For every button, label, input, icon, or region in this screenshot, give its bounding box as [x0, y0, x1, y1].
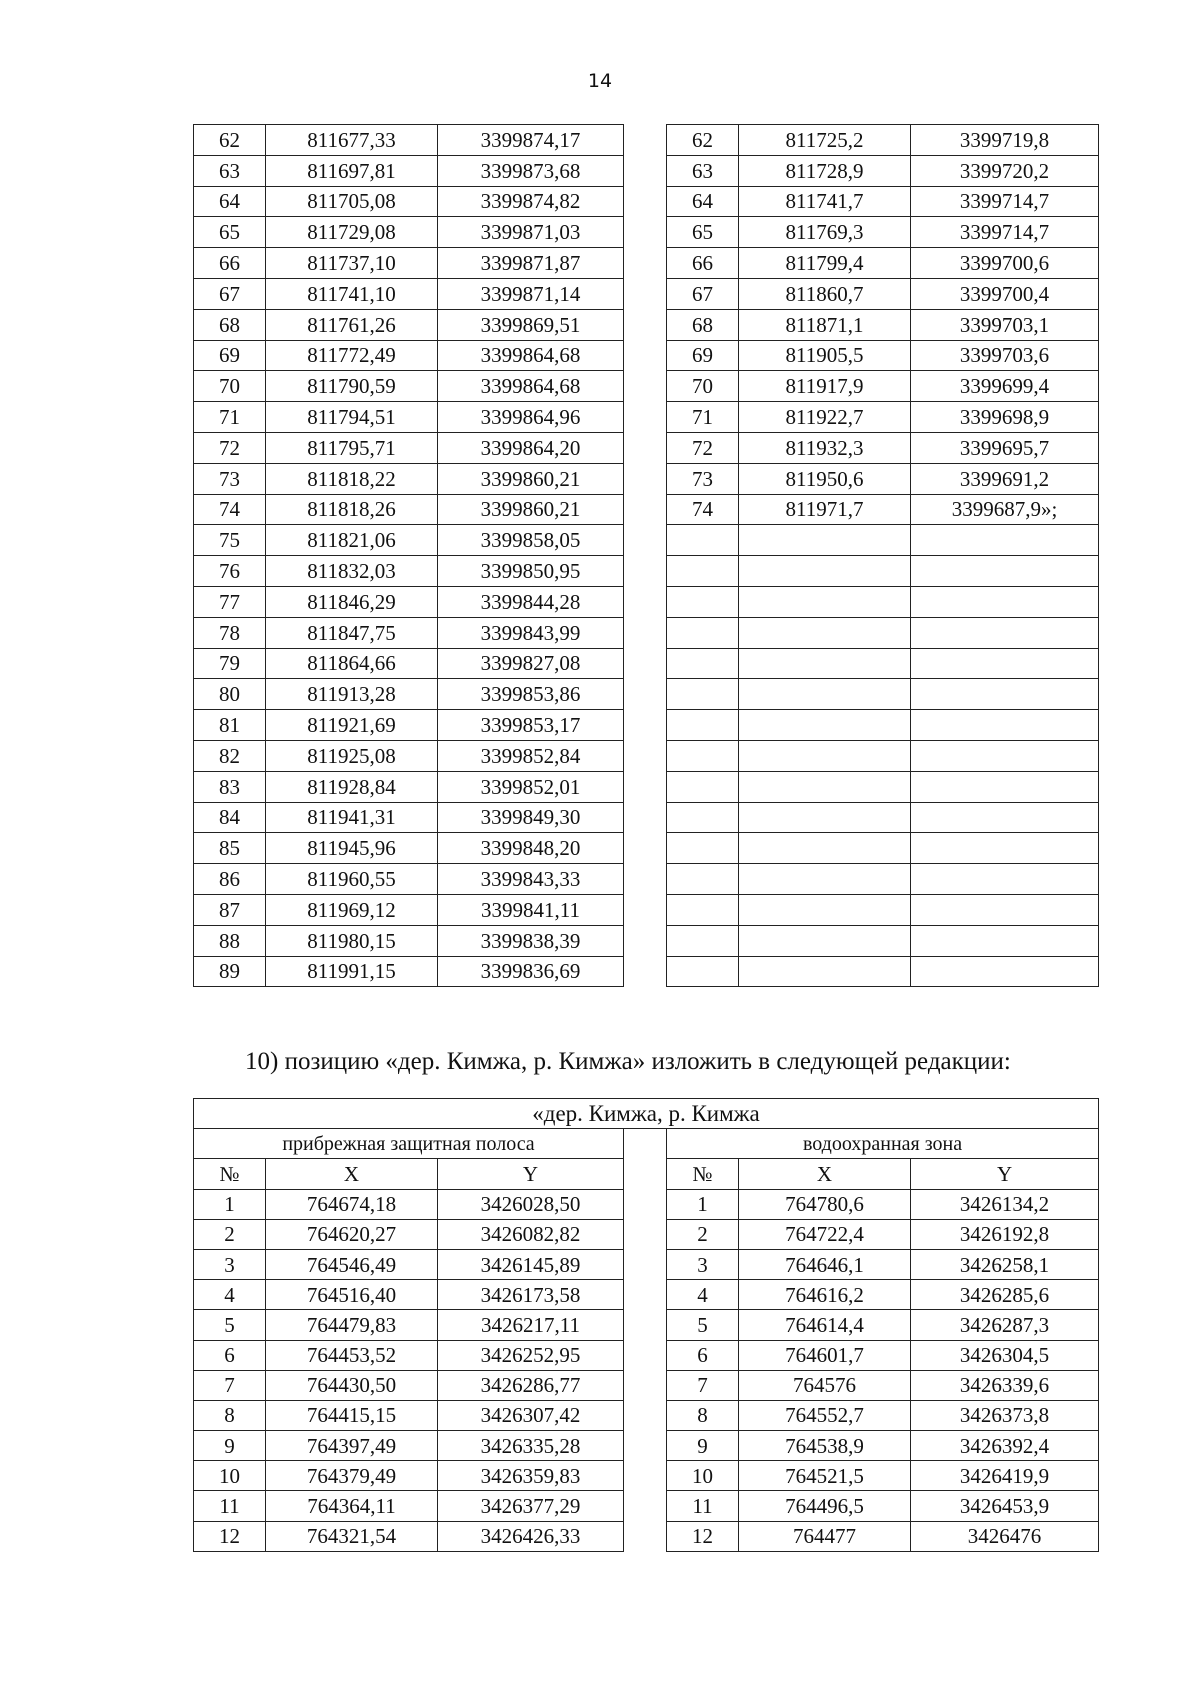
right-cell-number	[667, 710, 739, 741]
right-cell-y: 3399720,2	[911, 155, 1099, 186]
left-cell-x: 811945,96	[266, 833, 438, 864]
left-cell-x: 811741,10	[266, 278, 438, 309]
page-number: 14	[587, 70, 613, 92]
column-header-number-left: №	[194, 1159, 266, 1189]
right-cell-y: 3399699,4	[911, 371, 1099, 402]
right-cell-number	[667, 771, 739, 802]
left-cell-number: 6	[194, 1340, 266, 1370]
left-cell-number: 12	[194, 1521, 266, 1551]
left-cell-x: 811960,55	[266, 864, 438, 895]
left-cell-y: 3399871,03	[438, 217, 624, 248]
right-cell-x	[739, 771, 911, 802]
right-cell-y: 3399719,8	[911, 125, 1099, 156]
right-cell-x: 811971,7	[739, 494, 911, 525]
left-cell-x: 764415,15	[266, 1400, 438, 1430]
left-cell-y: 3399843,33	[438, 864, 624, 895]
left-cell-y: 3399827,08	[438, 648, 624, 679]
table-title-row	[194, 1099, 1099, 1129]
right-cell-y: 3426392,4	[911, 1431, 1099, 1461]
left-cell-x: 811772,49	[266, 340, 438, 371]
left-cell-x: 764379,49	[266, 1461, 438, 1491]
right-cell-y: 3426453,9	[911, 1491, 1099, 1521]
left-cell-number: 65	[194, 217, 266, 248]
right-cell-number	[667, 956, 739, 987]
right-cell-y: 3399695,7	[911, 432, 1099, 463]
right-cell-number	[667, 833, 739, 864]
right-cell-x	[739, 586, 911, 617]
left-cell-y: 3399874,82	[438, 186, 624, 217]
left-cell-number: 84	[194, 802, 266, 833]
right-cell-x	[739, 833, 911, 864]
left-cell-number: 71	[194, 402, 266, 433]
left-cell-y: 3399852,84	[438, 740, 624, 771]
right-cell-number: 69	[667, 340, 739, 371]
right-cell-number: 73	[667, 463, 739, 494]
right-cell-x: 764601,7	[739, 1340, 911, 1370]
left-cell-number: 62	[194, 125, 266, 156]
left-cell-y: 3399871,14	[438, 278, 624, 309]
left-cell-x: 811864,66	[266, 648, 438, 679]
right-cell-x: 811741,7	[739, 186, 911, 217]
left-cell-x: 811980,15	[266, 925, 438, 956]
left-cell-number: 81	[194, 710, 266, 741]
right-cell-y	[911, 740, 1099, 771]
left-cell-number: 75	[194, 525, 266, 556]
right-cell-y: 3426373,8	[911, 1400, 1099, 1430]
right-cell-x: 764552,7	[739, 1400, 911, 1430]
right-cell-x: 811799,4	[739, 248, 911, 279]
right-cell-y: 3426258,1	[911, 1249, 1099, 1279]
left-cell-x: 811790,59	[266, 371, 438, 402]
right-cell-y: 3399700,6	[911, 248, 1099, 279]
right-cell-number: 1	[667, 1189, 739, 1219]
right-cell-y	[911, 956, 1099, 987]
table-title: «дер. Кимжа, р. Кимжа	[194, 1099, 1099, 1129]
left-cell-y: 3399853,86	[438, 679, 624, 710]
right-cell-number: 10	[667, 1461, 739, 1491]
right-cell-x	[739, 925, 911, 956]
right-cell-x: 764614,4	[739, 1310, 911, 1340]
right-cell-x: 811917,9	[739, 371, 911, 402]
right-cell-y: 3426339,6	[911, 1370, 1099, 1400]
column-header-x-left: X	[266, 1159, 438, 1189]
coordinates-table-body	[194, 125, 1099, 987]
right-cell-x: 764780,6	[739, 1189, 911, 1219]
right-cell-x: 764616,2	[739, 1280, 911, 1310]
right-cell-number: 65	[667, 217, 739, 248]
left-cell-y: 3399858,05	[438, 525, 624, 556]
right-cell-x	[739, 740, 911, 771]
left-cell-y: 3426377,29	[438, 1491, 624, 1521]
left-cell-x: 811925,08	[266, 740, 438, 771]
right-cell-y: 3426419,9	[911, 1461, 1099, 1491]
right-cell-x: 811860,7	[739, 278, 911, 309]
left-cell-y: 3399853,17	[438, 710, 624, 741]
right-cell-x: 811950,6	[739, 463, 911, 494]
right-cell-y: 3426192,8	[911, 1219, 1099, 1249]
left-cell-y: 3399860,21	[438, 463, 624, 494]
left-cell-y: 3399841,11	[438, 894, 624, 925]
left-cell-number: 63	[194, 155, 266, 186]
right-cell-number: 63	[667, 155, 739, 186]
right-cell-x: 811871,1	[739, 309, 911, 340]
right-cell-number: 3	[667, 1249, 739, 1279]
left-cell-number: 76	[194, 556, 266, 587]
kimzha-table-body	[194, 1099, 1099, 1552]
column-header-y-right: Y	[911, 1159, 1099, 1189]
right-cell-number	[667, 648, 739, 679]
left-cell-number: 78	[194, 617, 266, 648]
left-cell-y: 3399873,68	[438, 155, 624, 186]
right-cell-number: 71	[667, 402, 739, 433]
right-cell-number: 68	[667, 309, 739, 340]
right-cell-y: 3399714,7	[911, 186, 1099, 217]
left-cell-y: 3399852,01	[438, 771, 624, 802]
water-protection-zone-header: водоохранная зона	[667, 1129, 1099, 1159]
left-cell-y: 3426286,77	[438, 1370, 624, 1400]
left-cell-y: 3399864,68	[438, 371, 624, 402]
section-header-row	[194, 1129, 1099, 1159]
left-cell-y: 3426028,50	[438, 1189, 624, 1219]
left-cell-x: 811846,29	[266, 586, 438, 617]
left-cell-x: 811818,26	[266, 494, 438, 525]
right-cell-number: 62	[667, 125, 739, 156]
left-cell-x: 811969,12	[266, 894, 438, 925]
right-cell-y: 3399714,7	[911, 217, 1099, 248]
left-cell-y: 3399838,39	[438, 925, 624, 956]
coastal-protective-strip-header: прибрежная защитная полоса	[194, 1129, 624, 1159]
right-cell-y	[911, 894, 1099, 925]
left-cell-y: 3426335,28	[438, 1431, 624, 1461]
left-cell-y: 3399836,69	[438, 956, 624, 987]
right-cell-y: 3399700,4	[911, 278, 1099, 309]
left-cell-x: 764516,40	[266, 1280, 438, 1310]
left-cell-number: 82	[194, 740, 266, 771]
left-cell-x: 811729,08	[266, 217, 438, 248]
left-cell-x: 811761,26	[266, 309, 438, 340]
right-cell-x	[739, 525, 911, 556]
left-cell-number: 80	[194, 679, 266, 710]
right-cell-number: 70	[667, 371, 739, 402]
table-row	[194, 125, 1099, 156]
left-cell-x: 764397,49	[266, 1431, 438, 1461]
right-cell-y: 3426134,2	[911, 1189, 1099, 1219]
left-cell-x: 811697,81	[266, 155, 438, 186]
right-cell-number	[667, 556, 739, 587]
right-cell-x	[739, 956, 911, 987]
right-cell-number: 7	[667, 1370, 739, 1400]
left-cell-y: 3399844,28	[438, 586, 624, 617]
left-cell-number: 64	[194, 186, 266, 217]
left-cell-y: 3399869,51	[438, 309, 624, 340]
left-cell-number: 83	[194, 771, 266, 802]
right-cell-number	[667, 525, 739, 556]
left-cell-number: 74	[194, 494, 266, 525]
right-cell-x: 811905,5	[739, 340, 911, 371]
right-cell-number: 8	[667, 1400, 739, 1430]
left-cell-number: 85	[194, 833, 266, 864]
left-cell-y: 3426307,42	[438, 1400, 624, 1430]
right-cell-y	[911, 586, 1099, 617]
right-cell-x: 764477	[739, 1521, 911, 1551]
right-cell-y	[911, 556, 1099, 587]
left-cell-y: 3399843,99	[438, 617, 624, 648]
right-cell-x: 764646,1	[739, 1249, 911, 1279]
column-header-x-right: X	[739, 1159, 911, 1189]
right-cell-x: 811725,2	[739, 125, 911, 156]
left-cell-number: 11	[194, 1491, 266, 1521]
left-cell-y: 3399864,96	[438, 402, 624, 433]
right-cell-x: 764521,5	[739, 1461, 911, 1491]
left-cell-x: 764321,54	[266, 1521, 438, 1551]
left-cell-number: 72	[194, 432, 266, 463]
left-cell-y: 3399849,30	[438, 802, 624, 833]
left-cell-y: 3426359,83	[438, 1461, 624, 1491]
column-gap	[624, 125, 667, 987]
right-cell-x	[739, 802, 911, 833]
right-cell-number	[667, 679, 739, 710]
left-cell-number: 70	[194, 371, 266, 402]
coordinates-table-continued	[193, 124, 1099, 987]
left-cell-y: 3399864,68	[438, 340, 624, 371]
right-cell-x	[739, 710, 911, 741]
left-cell-number: 68	[194, 309, 266, 340]
right-cell-number	[667, 864, 739, 895]
left-cell-number: 66	[194, 248, 266, 279]
right-cell-x	[739, 894, 911, 925]
left-cell-number: 2	[194, 1219, 266, 1249]
kimzha-coordinates-table	[193, 1098, 1099, 1552]
right-cell-x: 811728,9	[739, 155, 911, 186]
left-cell-x: 811794,51	[266, 402, 438, 433]
right-cell-y	[911, 833, 1099, 864]
right-cell-number	[667, 617, 739, 648]
left-cell-number: 73	[194, 463, 266, 494]
right-cell-y	[911, 771, 1099, 802]
right-cell-y: 3399687,9»;	[911, 494, 1099, 525]
right-cell-y: 3399691,2	[911, 463, 1099, 494]
right-cell-y: 3426287,3	[911, 1310, 1099, 1340]
right-cell-x	[739, 648, 911, 679]
right-cell-y: 3426304,5	[911, 1340, 1099, 1370]
amendment-paragraph: 10) позицию «дер. Кимжа, р. Кимжа» изложить в следующей редакции:	[245, 1048, 1011, 1075]
right-cell-y	[911, 525, 1099, 556]
right-cell-y: 3426476	[911, 1521, 1099, 1551]
right-cell-y: 3399703,1	[911, 309, 1099, 340]
right-cell-number: 12	[667, 1521, 739, 1551]
right-cell-x: 811769,3	[739, 217, 911, 248]
left-cell-x: 811941,31	[266, 802, 438, 833]
left-cell-x: 811795,71	[266, 432, 438, 463]
right-cell-number: 4	[667, 1280, 739, 1310]
column-header-y-left: Y	[438, 1159, 624, 1189]
left-cell-x: 811737,10	[266, 248, 438, 279]
left-cell-y: 3426173,58	[438, 1280, 624, 1310]
left-cell-y: 3426145,89	[438, 1249, 624, 1279]
left-cell-number: 4	[194, 1280, 266, 1310]
right-cell-number: 72	[667, 432, 739, 463]
right-cell-number	[667, 802, 739, 833]
left-cell-number: 8	[194, 1400, 266, 1430]
right-cell-y: 3426285,6	[911, 1280, 1099, 1310]
left-cell-number: 69	[194, 340, 266, 371]
left-cell-number: 79	[194, 648, 266, 679]
right-cell-number: 2	[667, 1219, 739, 1249]
right-cell-y	[911, 648, 1099, 679]
right-cell-y	[911, 679, 1099, 710]
left-cell-number: 10	[194, 1461, 266, 1491]
left-cell-y: 3399848,20	[438, 833, 624, 864]
left-cell-x: 811847,75	[266, 617, 438, 648]
left-cell-y: 3399860,21	[438, 494, 624, 525]
left-cell-number: 87	[194, 894, 266, 925]
right-cell-x	[739, 556, 911, 587]
left-cell-number: 7	[194, 1370, 266, 1400]
right-cell-number: 64	[667, 186, 739, 217]
right-cell-x	[739, 617, 911, 648]
left-cell-x: 811921,69	[266, 710, 438, 741]
left-cell-y: 3426082,82	[438, 1219, 624, 1249]
right-cell-number: 67	[667, 278, 739, 309]
right-cell-number	[667, 925, 739, 956]
left-cell-x: 811913,28	[266, 679, 438, 710]
left-cell-number: 77	[194, 586, 266, 617]
left-cell-x: 764364,11	[266, 1491, 438, 1521]
right-cell-y	[911, 864, 1099, 895]
left-cell-y: 3426426,33	[438, 1521, 624, 1551]
right-cell-x: 764538,9	[739, 1431, 911, 1461]
right-cell-number	[667, 894, 739, 925]
right-cell-number	[667, 586, 739, 617]
right-cell-number: 74	[667, 494, 739, 525]
right-cell-x: 764722,4	[739, 1219, 911, 1249]
right-cell-y: 3399703,6	[911, 340, 1099, 371]
right-cell-x: 811932,3	[739, 432, 911, 463]
left-cell-number: 9	[194, 1431, 266, 1461]
right-cell-number	[667, 740, 739, 771]
left-cell-x: 811818,22	[266, 463, 438, 494]
left-cell-x: 764674,18	[266, 1189, 438, 1219]
left-cell-x: 811928,84	[266, 771, 438, 802]
left-cell-x: 764453,52	[266, 1340, 438, 1370]
left-cell-x: 811991,15	[266, 956, 438, 987]
left-cell-x: 764479,83	[266, 1310, 438, 1340]
left-cell-y: 3426217,11	[438, 1310, 624, 1340]
column-header-number-right: №	[667, 1159, 739, 1189]
left-cell-x: 764430,50	[266, 1370, 438, 1400]
left-cell-y: 3399874,17	[438, 125, 624, 156]
right-cell-x: 764576	[739, 1370, 911, 1400]
left-cell-x: 811677,33	[266, 125, 438, 156]
left-cell-number: 1	[194, 1189, 266, 1219]
left-cell-number: 5	[194, 1310, 266, 1340]
right-cell-y: 3399698,9	[911, 402, 1099, 433]
right-cell-y	[911, 925, 1099, 956]
left-cell-number: 88	[194, 925, 266, 956]
right-cell-y	[911, 617, 1099, 648]
right-cell-x	[739, 864, 911, 895]
left-cell-x: 811821,06	[266, 525, 438, 556]
right-cell-x: 764496,5	[739, 1491, 911, 1521]
right-cell-x: 811922,7	[739, 402, 911, 433]
left-cell-number: 89	[194, 956, 266, 987]
left-cell-y: 3426252,95	[438, 1340, 624, 1370]
left-cell-x: 764620,27	[266, 1219, 438, 1249]
right-cell-number: 11	[667, 1491, 739, 1521]
left-cell-number: 67	[194, 278, 266, 309]
left-cell-number: 3	[194, 1249, 266, 1279]
left-cell-y: 3399864,20	[438, 432, 624, 463]
right-cell-y	[911, 710, 1099, 741]
right-cell-x	[739, 679, 911, 710]
right-cell-y	[911, 802, 1099, 833]
left-cell-x: 811705,08	[266, 186, 438, 217]
column-gap	[624, 1129, 667, 1552]
right-cell-number: 5	[667, 1310, 739, 1340]
left-cell-y: 3399871,87	[438, 248, 624, 279]
left-cell-y: 3399850,95	[438, 556, 624, 587]
right-cell-number: 66	[667, 248, 739, 279]
left-cell-x: 811832,03	[266, 556, 438, 587]
right-cell-number: 9	[667, 1431, 739, 1461]
left-cell-x: 764546,49	[266, 1249, 438, 1279]
right-cell-number: 6	[667, 1340, 739, 1370]
left-cell-number: 86	[194, 864, 266, 895]
